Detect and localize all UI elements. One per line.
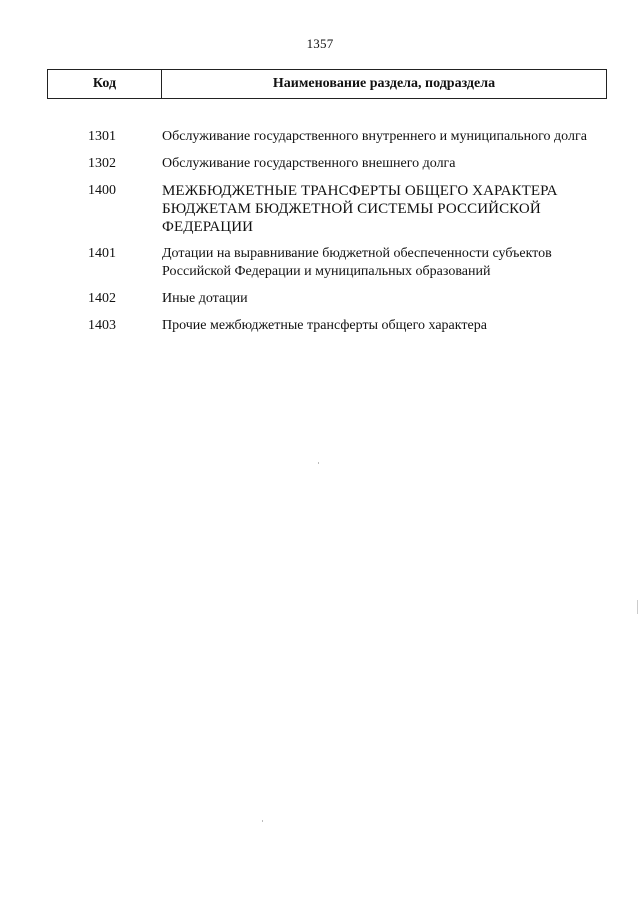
row-name: Обслуживание государственного внутреннего и муниципального долга bbox=[162, 129, 587, 144]
header-name-label: Наименование раздела, подраздела bbox=[272, 76, 496, 91]
row-name: Прочие межбюджетные трансферты общего характера bbox=[162, 318, 487, 333]
table-row bbox=[0, 182, 640, 236]
table-body bbox=[0, 128, 640, 344]
header-code-cell bbox=[48, 70, 162, 98]
row-code: 1400 bbox=[88, 183, 116, 198]
page-number: 1357 bbox=[306, 36, 334, 51]
scan-speck bbox=[318, 462, 319, 464]
table-header bbox=[47, 69, 607, 99]
table-row bbox=[0, 245, 640, 281]
row-code: 1302 bbox=[88, 156, 116, 171]
row-code: 1301 bbox=[88, 129, 116, 144]
row-code: 1402 bbox=[88, 291, 116, 306]
scan-edge-mark bbox=[637, 600, 638, 614]
row-name: Обслуживание государственного внешнего долга bbox=[162, 156, 456, 171]
table-row bbox=[0, 155, 640, 173]
row-code: 1403 bbox=[88, 318, 116, 333]
table-row bbox=[0, 128, 640, 146]
scan-speck bbox=[262, 820, 263, 822]
table-row bbox=[0, 317, 640, 335]
table-row bbox=[0, 290, 640, 308]
row-name: Дотации на выравнивание бюджетной обеспеченности субъектов Российской Федерации и муниципальных образований bbox=[162, 246, 552, 279]
row-code: 1401 bbox=[88, 246, 116, 261]
header-code-label: Код bbox=[92, 76, 117, 91]
row-name: Иные дотации bbox=[162, 291, 248, 306]
row-name: МЕЖБЮДЖЕТНЫЕ ТРАНСФЕРТЫ ОБЩЕГО ХАРАКТЕРА БЮДЖЕТАМ БЮДЖЕТНОЙ СИСТЕМЫ РОССИЙСКОЙ ФЕДЕРАЦИИ bbox=[162, 183, 558, 235]
header-name-cell bbox=[162, 70, 606, 98]
